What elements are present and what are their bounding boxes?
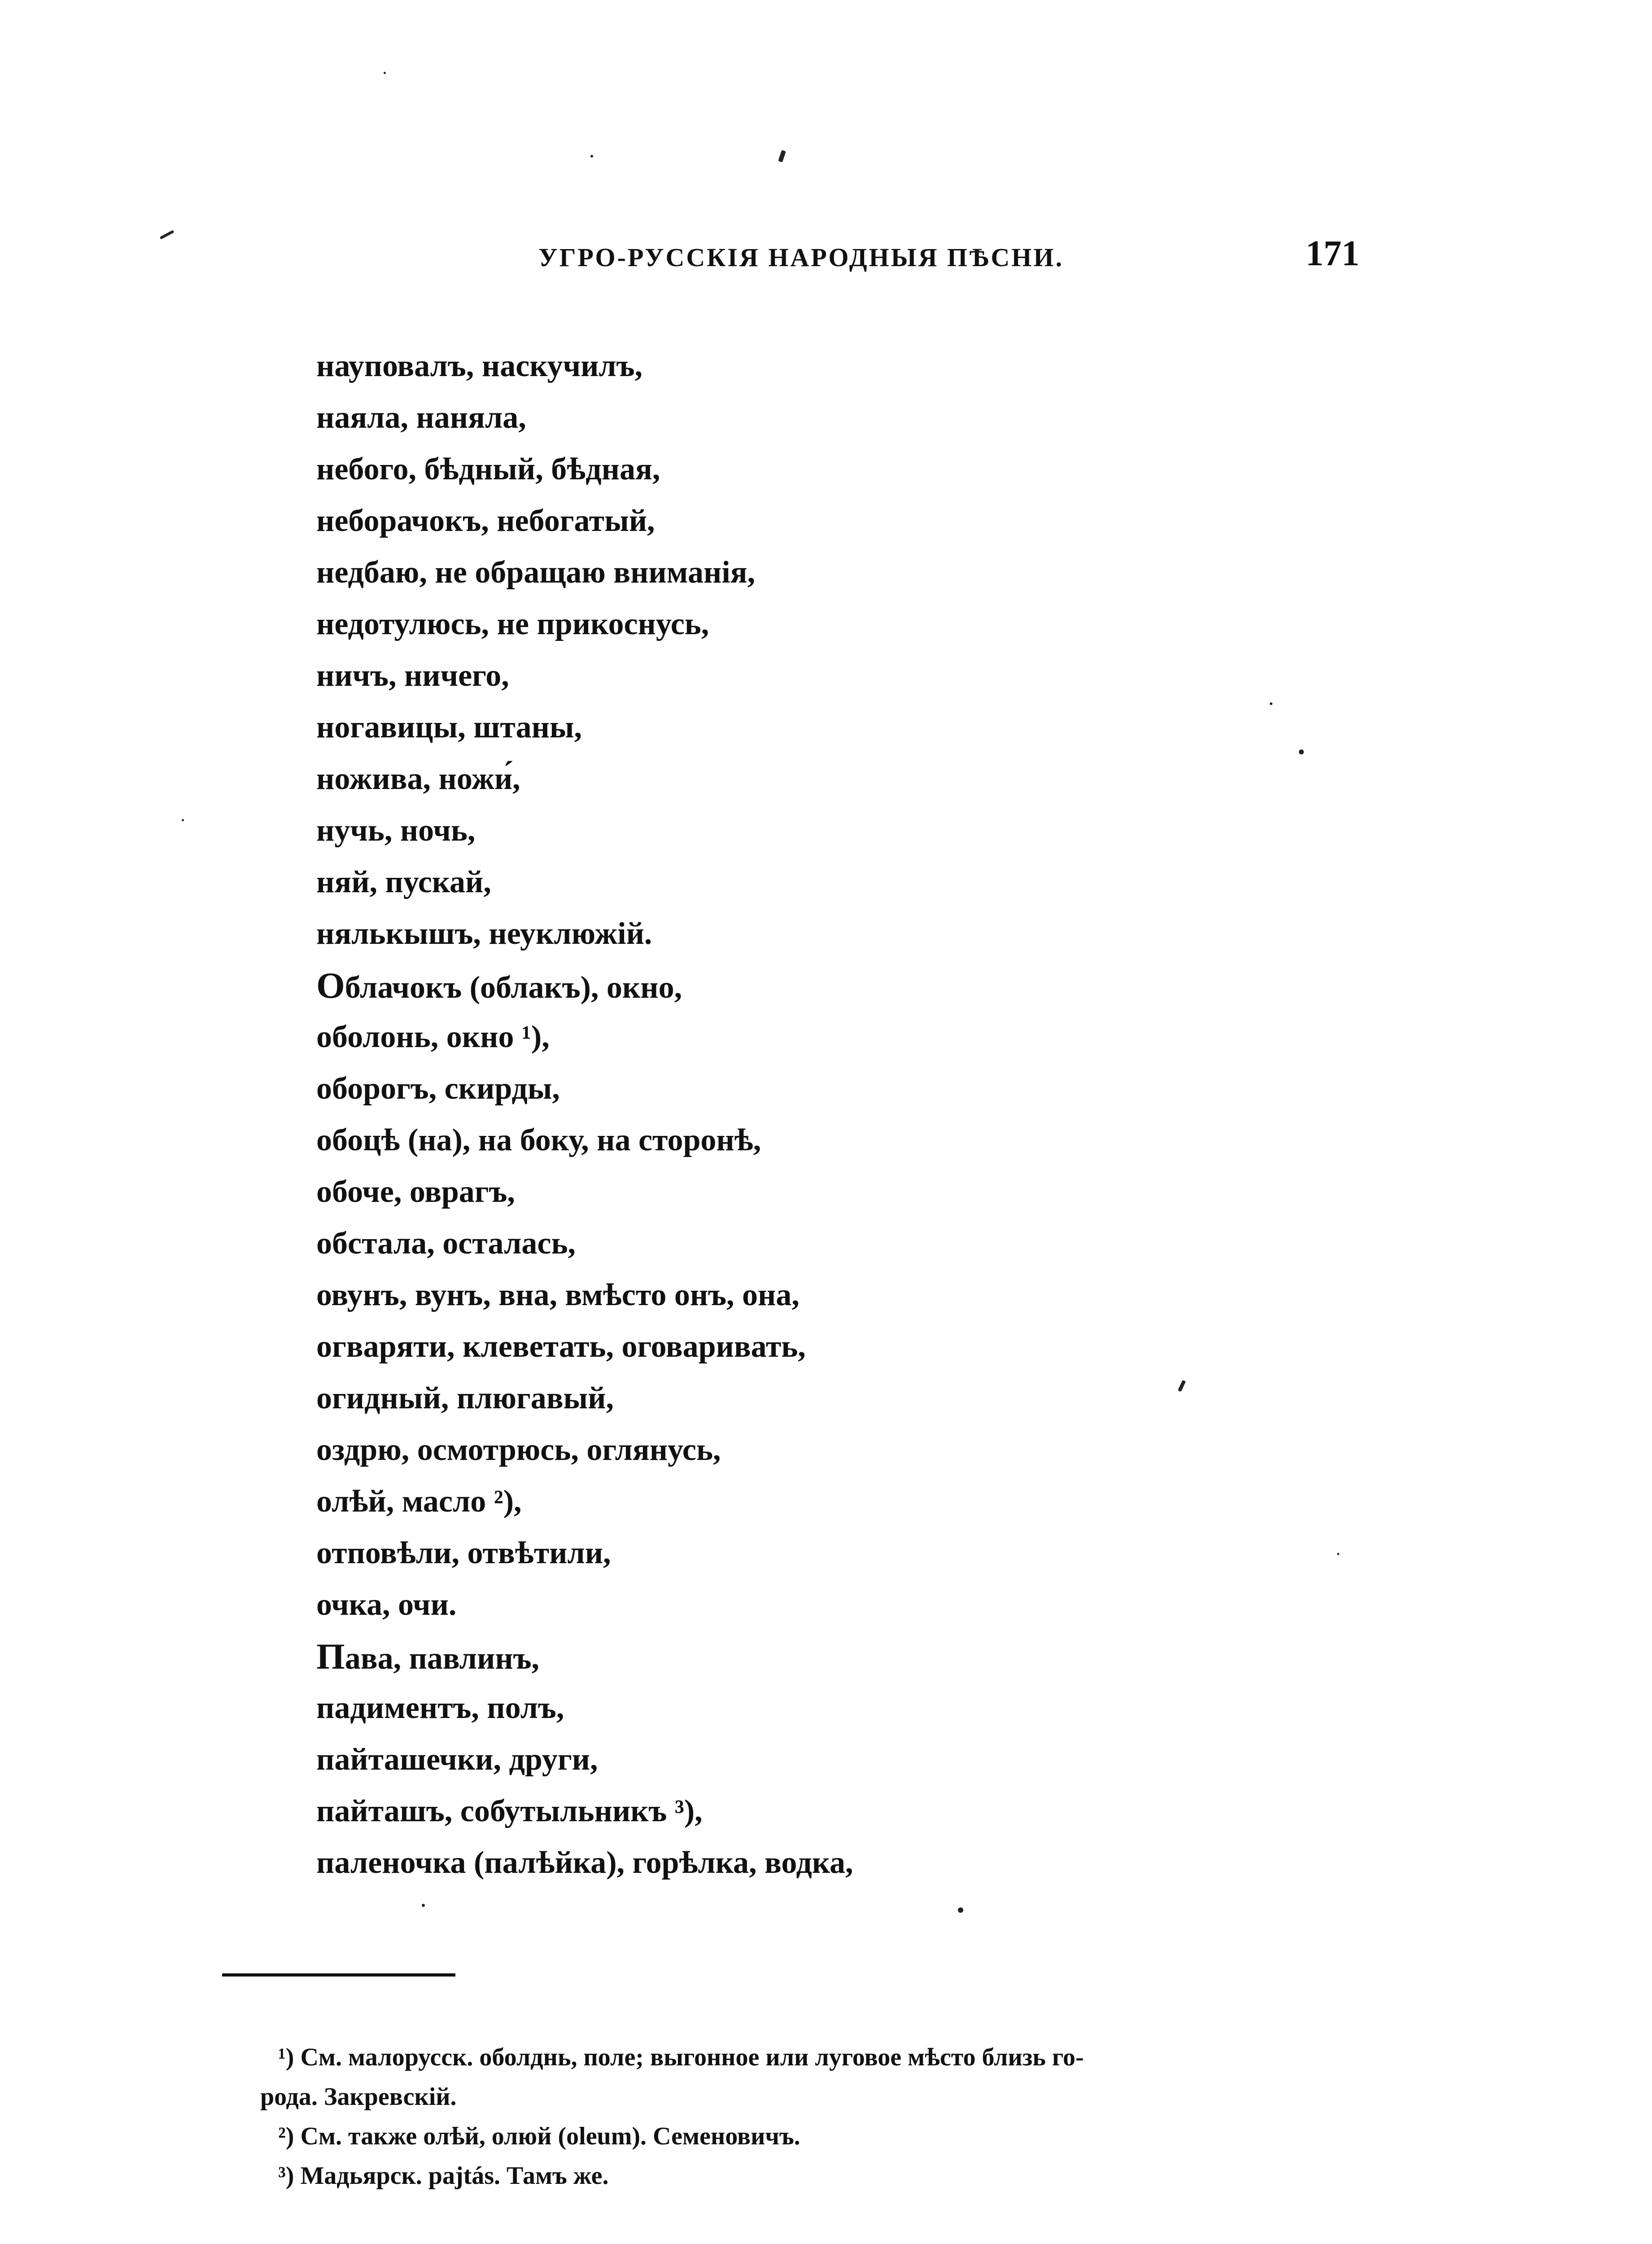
- glossary-entry: Пава, павлинъ,: [316, 1636, 540, 1677]
- glossary-entry: обстала, осталась,: [316, 1226, 576, 1261]
- scan-speck: [1270, 702, 1272, 705]
- glossary-entry: пайташечки, други,: [316, 1742, 598, 1777]
- glossary-entry: обоче, оврагъ,: [316, 1175, 515, 1209]
- glossary-list: [316, 340, 853, 1889]
- glossary-entry: ногавицы, штаны,: [316, 710, 582, 745]
- footnote-1-continuation: рода. Закревскій.: [260, 2083, 457, 2111]
- glossary-entry: обоцѣ (на), на боку, на сторонѣ,: [316, 1123, 761, 1157]
- glossary-entry: нучь, ночь,: [316, 813, 476, 848]
- scan-speck: [422, 1904, 425, 1907]
- glossary-entry: олѣй, масло ²),: [316, 1484, 522, 1519]
- scan-speck: [1178, 1380, 1186, 1392]
- scan-speck: [384, 72, 386, 74]
- glossary-entry: овунъ, вунъ, вна, вмѣсто онъ, она,: [316, 1278, 800, 1312]
- glossary-entry: оборогъ, скирды,: [316, 1071, 560, 1106]
- footnote-1: ¹) См. малорусск. оболднь, поле; выгонное или луговое мѣсто близь го-: [278, 2043, 1084, 2071]
- glossary-entry: наяла, наняла,: [316, 400, 526, 435]
- glossary-entry: пайташъ, собутыльникъ ³),: [316, 1794, 703, 1828]
- glossary-entry: ничъ, ничего,: [316, 658, 509, 693]
- glossary-entry: оздрю, осмотрюсь, оглянусь,: [316, 1433, 721, 1467]
- scan-speck: [1299, 749, 1304, 754]
- footnote-rule: [222, 1973, 455, 1977]
- glossary-entry: оболонь, окно ¹),: [316, 1020, 550, 1054]
- scan-speck: [958, 1907, 963, 1913]
- glossary-entry: ножива, ножи́,: [316, 762, 520, 796]
- scan-speck: [590, 155, 593, 158]
- page-number: 171: [1306, 234, 1359, 273]
- glossary-entry: паленочка (палѣйка), горѣлка, водка,: [316, 1845, 853, 1880]
- footnote-2: ²) См. также олѣй, олюй (oleum). Семеновичъ.: [278, 2122, 800, 2150]
- glossary-entry: недбаю, не обращаю вниманія,: [316, 555, 756, 590]
- glossary-entry: неборачокъ, небогатый,: [316, 504, 655, 538]
- glossary-entry: нялькышъ, неуклюжій.: [316, 916, 652, 951]
- glossary-entry: Облачокъ (облакъ), окно,: [316, 965, 682, 1006]
- scan-speck: [182, 819, 184, 821]
- running-head: УГРО-РУССКІЯ НАРОДНЫЯ ПѢСНИ.: [538, 243, 1064, 272]
- scan-speck: [1337, 1553, 1339, 1555]
- glossary-entry: отповѣли, отвѣтили,: [316, 1536, 611, 1570]
- glossary-entry: няй, пускай,: [316, 865, 491, 899]
- footnotes: [260, 2038, 1382, 2196]
- footnote-3: ³) Мадьярск. pajtás. Тамъ же.: [278, 2162, 609, 2190]
- glossary-entry: небого, бѣдный, бѣдная,: [316, 452, 660, 486]
- glossary-entry: науповалъ, наскучилъ,: [316, 349, 643, 383]
- glossary-entry: огваряти, клеветать, оговаривать,: [316, 1329, 806, 1364]
- glossary-entry: недотулюсь, не прикоснусь,: [316, 607, 709, 641]
- glossary-entry: падиментъ, полъ,: [316, 1691, 564, 1725]
- scan-speck: [160, 230, 175, 239]
- scan-speck: [778, 150, 786, 162]
- glossary-entry: очка, очи.: [316, 1587, 457, 1622]
- glossary-entry: огидный, плюгавый,: [316, 1381, 614, 1416]
